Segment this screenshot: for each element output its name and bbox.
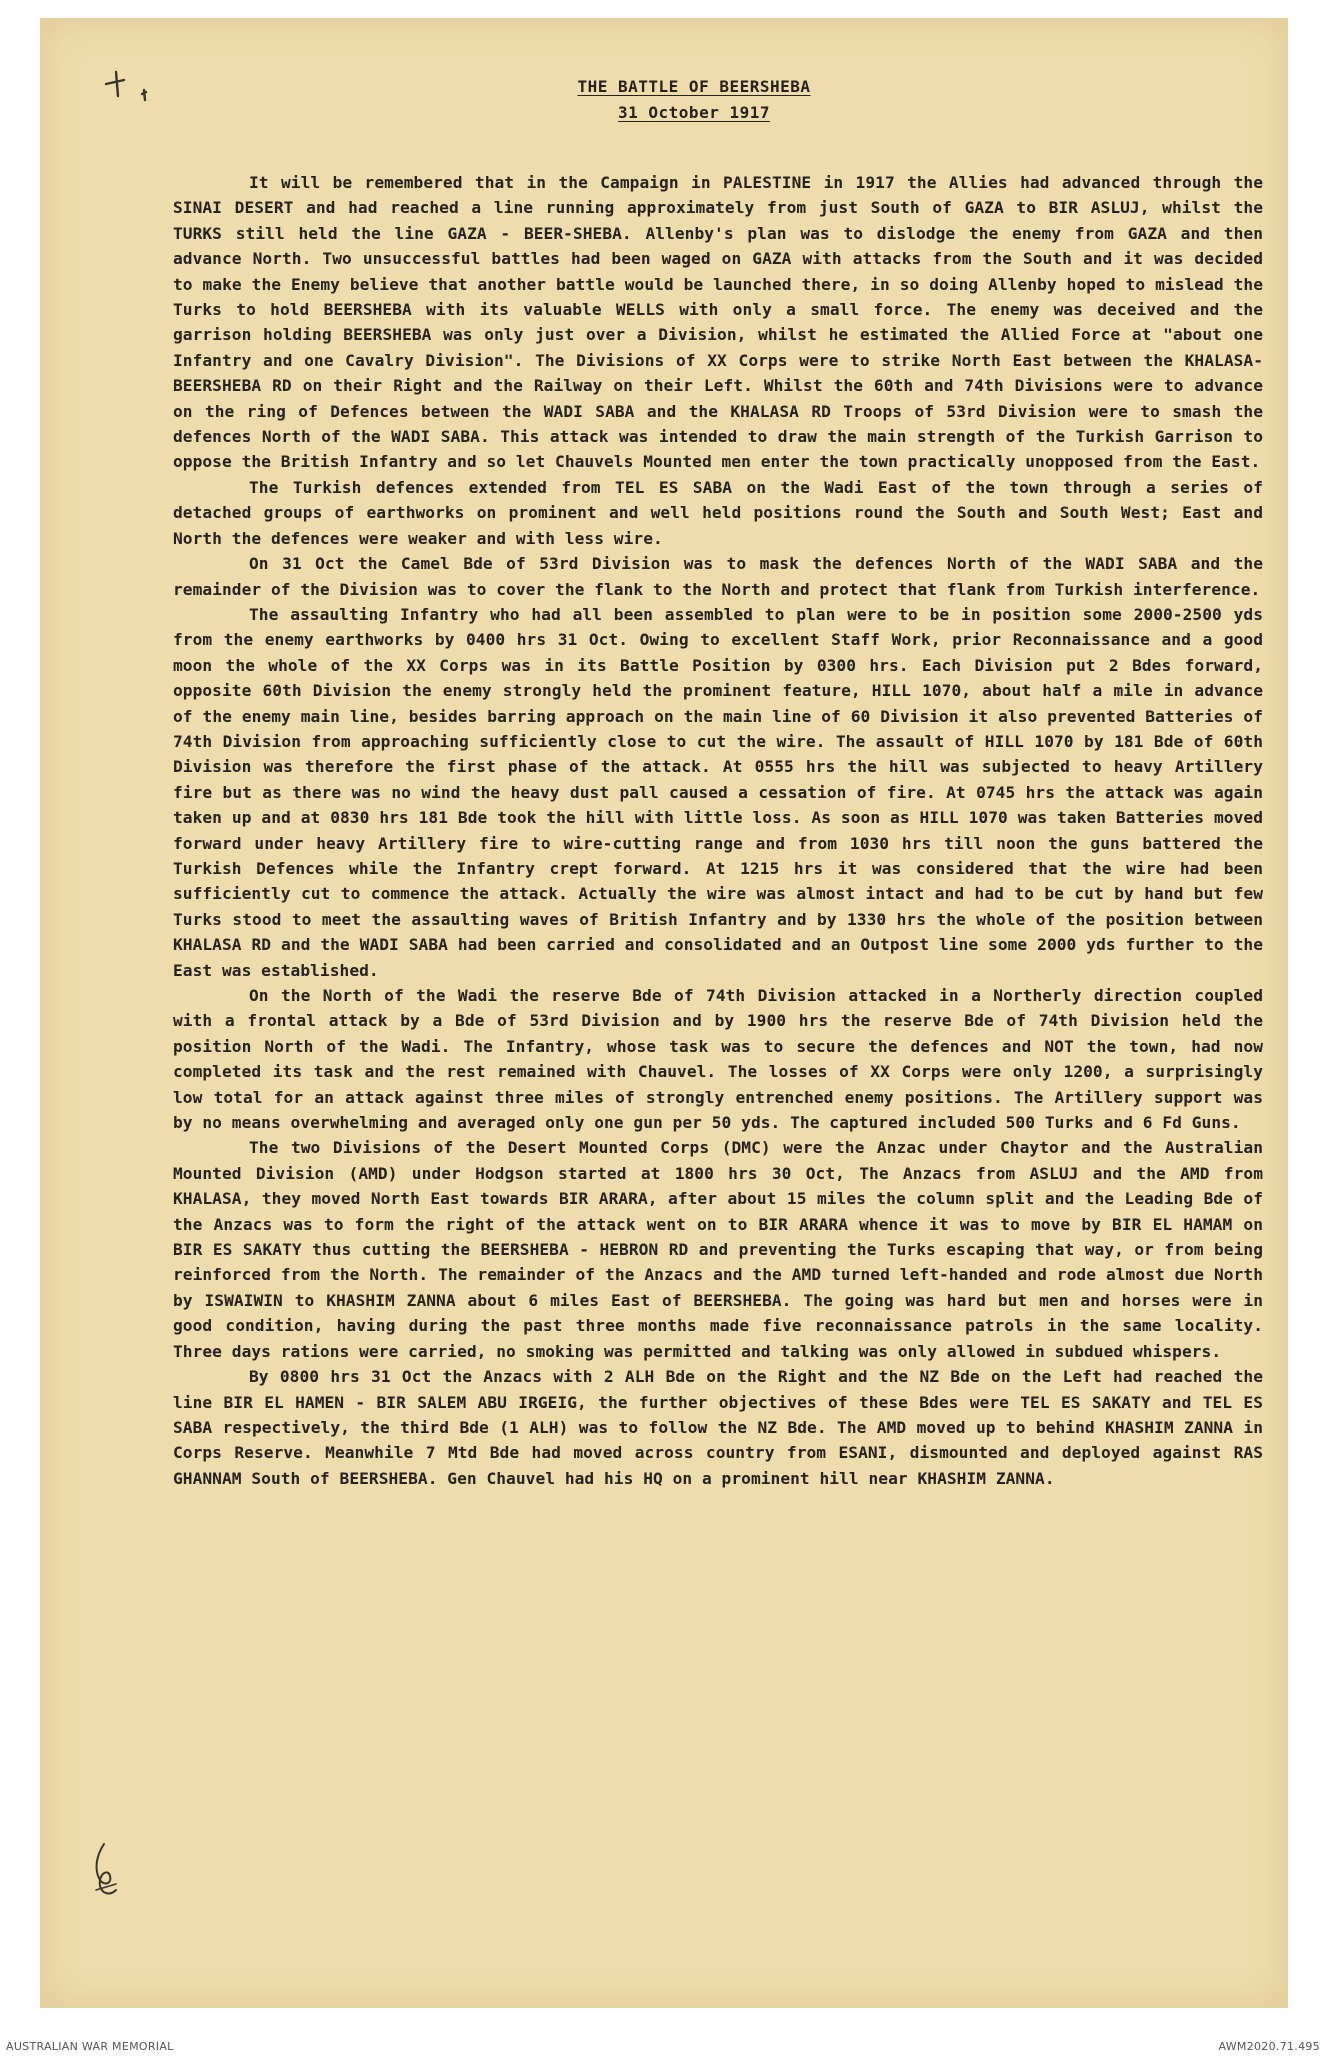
document-body — [173, 170, 1263, 1491]
document-title: THE BATTLE OF BEERSHEBA — [577, 77, 811, 96]
paragraph: It will be remembered that in the Campaign in PALESTINE in 1917 the Allies had advanced through the SINAI DESERT and had reached a line running approximately from just South of GAZA to BIR ASLUJ, whilst the TURKS still held the line GAZA - BEER-SHEBA. Allenby's plan was to dislodge the enemy from GAZA and then advance North. Two unsuccessful battles had been waged on GAZA with attacks from the South and it was decided to make the Enemy believe that another battle would be launched there, in so doing Allenby hoped to mislead the Turks to hold BEERSHEBA with its valuable WELLS with only a small force. The enemy was deceived and the garrison holding BEERSHEBA was only just over a Division, whilst he estimated the Allied Force at "about one Infantry and one Cavalry Division". The Divisions of XX Corps were to strike North East between the KHALASA-BEERSHEBA RD on their Right and the Railway on their Left. Whilst the 60th and 74th Divisions were to advance on the ring of Defences between the WADI SABA and the KHALASA RD Troops of 53rd Division were to smash the defences North of the WADI SABA. This attack was intended to draw the main strength of the Turkish Garrison to oppose the British Infantry and so let Chauvels Mounted men enter the town practically unopposed from the East. — [173, 173, 1263, 472]
archive-reference: AWM2020.71.495 — [1218, 2040, 1320, 2053]
document-date: 31 October 1917 — [618, 103, 770, 122]
document-heading — [40, 74, 1288, 126]
paragraph: The Turkish defences extended from TEL ES SABA on the Wadi East of the town through a series of detached groups of earthworks on prominent and well held positions round the South and South West; East and North the defences were weaker and with less wire. — [173, 477, 1263, 548]
archive-credit: AUSTRALIAN WAR MEMORIAL — [6, 2040, 174, 2053]
paragraph: On the North of the Wadi the reserve Bde of 74th Division attacked in a Northerly direction coupled with a frontal attack by a Bde of 53rd Division and by 1900 hrs the reserve Bde of 74th Division held the position North of the Wadi. The Infantry, whose task was to secure the defences and NOT the town, had now completed its task and the rest remained with Chauvel. The losses of XX Corps were only 1200, a surprisingly low total for an attack against three miles of strongly entrenched enemy positions. The Artillery support was by no means overwhelming and averaged only one gun per 50 yds. The captured included 500 Turks and 6 Fd Guns. — [173, 986, 1263, 1133]
paragraph: By 0800 hrs 31 Oct the Anzacs with 2 ALH Bde on the Right and the NZ Bde on the Left had reached the line BIR EL HAMEN - BIR SALEM ABU IRGEIG, the further objectives of these Bdes were TEL ES SAKATY and TEL ES SABA respectively, the third Bde (1 ALH) was to follow the NZ Bde. The AMD moved up to behind KHASHIM ZANNA in Corps Reserve. Meanwhile 7 Mtd Bde had moved across country from ESANI, dismounted and deployed against RAS GHANNAM South of BEERSHEBA. Gen Chauvel had his HQ on a prominent hill near KHASHIM ZANNA. — [173, 1367, 1263, 1488]
paragraph: The assaulting Infantry who had all been assembled to plan were to be in position some 2000-2500 yds from the enemy earthworks by 0400 hrs 31 Oct. Owing to excellent Staff Work, prior Reconnaissance and a good moon the whole of the XX Corps was in its Battle Position by 0300 hrs. Each Division put 2 Bdes forward, opposite 60th Division the enemy strongly held the prominent feature, HILL 1070, about half a mile in advance of the enemy main line, besides barring approach on the main line of 60 Division it also prevented Batteries of 74th Division from approaching sufficiently close to cut the wire. The assault of HILL 1070 by 181 Bde of 60th Division was therefore the first phase of the attack. At 0555 hrs the hill was subjected to heavy Artillery fire but as there was no wind the heavy dust pall caused a cessation of fire. At 0745 hrs the attack was again taken up and at 0830 hrs 181 Bde took the hill with little loss. As soon as HILL 1070 was taken Batteries moved forward under heavy Artillery fire to wire-cutting range and from 1030 hrs till noon the guns battered the Turkish Defences while the Infantry crept forward. At 1215 hrs it was considered that the wire had been sufficiently cut to commence the attack. Actually the wire was almost intact and had to be cut by hand but few Turks stood to meet the assaulting waves of British Infantry and by 1330 hrs the whole of the position between KHALASA RD and the WADI SABA had been carried and consolidated and an Outpost line some 2000 yds further to the East was established. — [173, 604, 1263, 980]
paragraph: On 31 Oct the Camel Bde of 53rd Division was to mask the defences North of the WADI SABA and the remainder of the Division was to cover the flank to the North and protect that flank from Turkish interference. — [173, 554, 1263, 599]
handwritten-annotation-icon — [86, 1840, 126, 1900]
paragraph: The two Divisions of the Desert Mounted Corps (DMC) were the Anzac under Chaytor and the Australian Mounted Division (AMD) under Hodgson started at 1800 hrs 30 Oct, The Anzacs from ASLUJ and the AMD from KHALASA, they moved North East towards BIR ARARA, after about 15 miles the column split and the Leading Bde of the Anzacs was to form the right of the attack went on to BIR ARARA whence it was to move by BIR EL HAMAM on BIR ES SAKATY thus cutting the BEERSHEBA - HEBRON RD and preventing the Turks escaping that way, or from being reinforced from the North. The remainder of the Anzacs and the AMD turned left-handed and rode almost due North by ISWAIWIN to KHASHIM ZANNA about 6 miles East of BEERSHEBA. The going was hard but men and horses were in good condition, having during the past three months made five reconnaissance patrols in the same locality. Three days rations were carried, no smoking was permitted and talking was only allowed in subdued whispers. — [173, 1138, 1263, 1361]
document-page — [40, 18, 1288, 2008]
